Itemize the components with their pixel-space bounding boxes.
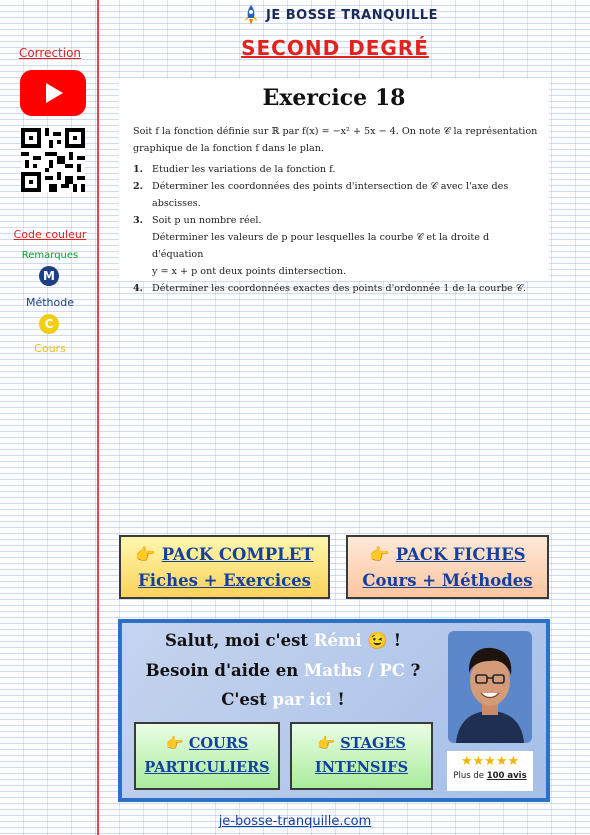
remarques-label: Remarques [21,250,79,261]
methode-badge-icon: M [39,266,59,286]
exercise-statement [133,123,541,297]
promo-greeting: Salut, moi c'est Rémi 😉 ! [165,631,401,650]
brand-logo[interactable] [240,4,438,26]
exercise-question-detail: y = x + p ont deux points dintersection. [152,266,347,277]
youtube-icon[interactable] [20,70,86,116]
promo-link-line[interactable]: C'est par ici ! [221,690,345,709]
smile-wink-icon: 😉 [367,631,388,650]
rocket-logo-icon [240,4,262,26]
methode-label: Méthode [25,296,75,309]
exercise-question: 4. Déterminer les coordonnées exactes des points d'ordonnée 1 de la courbe 𝒞. [133,283,526,294]
brand-name: JE BOSSE TRANQUILLE [266,7,438,23]
page-title: SECOND DEGRÉ [241,36,429,60]
reviews-count: Plus de 100 avis [453,771,527,781]
correction-label: Correction [18,46,82,60]
exercise-question: 1. Etudier les variations de la fonction f. [133,164,336,175]
pointing-hand-icon: 👉 [165,735,184,752]
cours-particuliers-button[interactable]: 👉 COURS PARTICULIERS [134,722,280,790]
pack-complet-button[interactable]: 👉 PACK COMPLET Fiches + Exercices [119,535,330,599]
site-link[interactable]: je-bosse-tranquille.com [218,814,372,829]
pointing-hand-icon: 👉 [369,545,390,564]
cours-badge-icon: C [39,314,59,334]
promo-question: Besoin d'aide en Maths / PC ? [145,661,421,680]
exercise-question: 3. Soit p un nombre réel. [133,215,262,226]
margin-line [97,0,99,835]
avatar [448,631,532,743]
exercise-title: Exercice 18 [262,85,406,111]
play-icon [46,83,63,103]
exercise-intro-line: graphique de la fonction f dans le plan. [133,143,324,154]
qr-code-icon[interactable] [21,128,85,192]
exercise-intro-line: Soit f la fonction définie sur ℝ par f(x) = −x² + 5x − 4. On note 𝒞 la représentation [133,126,538,137]
stages-intensifs-button[interactable]: 👉 STAGES INTENSIFS [290,722,433,790]
code-couleur-label: Code couleur [13,228,87,241]
exercise-question: 2. Déterminer les coordonnées des points d'intersection de 𝒞 avec l'axe des abscisses. [133,181,509,209]
reviews-box[interactable] [447,751,533,791]
exercise-card [119,79,549,294]
star-rating-icon: ★★★★★ [460,754,520,769]
exercise-question-detail: Déterminer les valeurs de p pour lesquelles la courbe 𝒞 et la droite d d'équation [152,232,490,260]
cours-label: Cours [34,342,66,355]
pointing-hand-icon: 👉 [135,545,156,564]
pack-fiches-button[interactable]: 👉 PACK FICHES Cours + Méthodes [346,535,549,599]
promo-banner [118,619,550,802]
pointing-hand-icon: 👉 [317,735,336,752]
